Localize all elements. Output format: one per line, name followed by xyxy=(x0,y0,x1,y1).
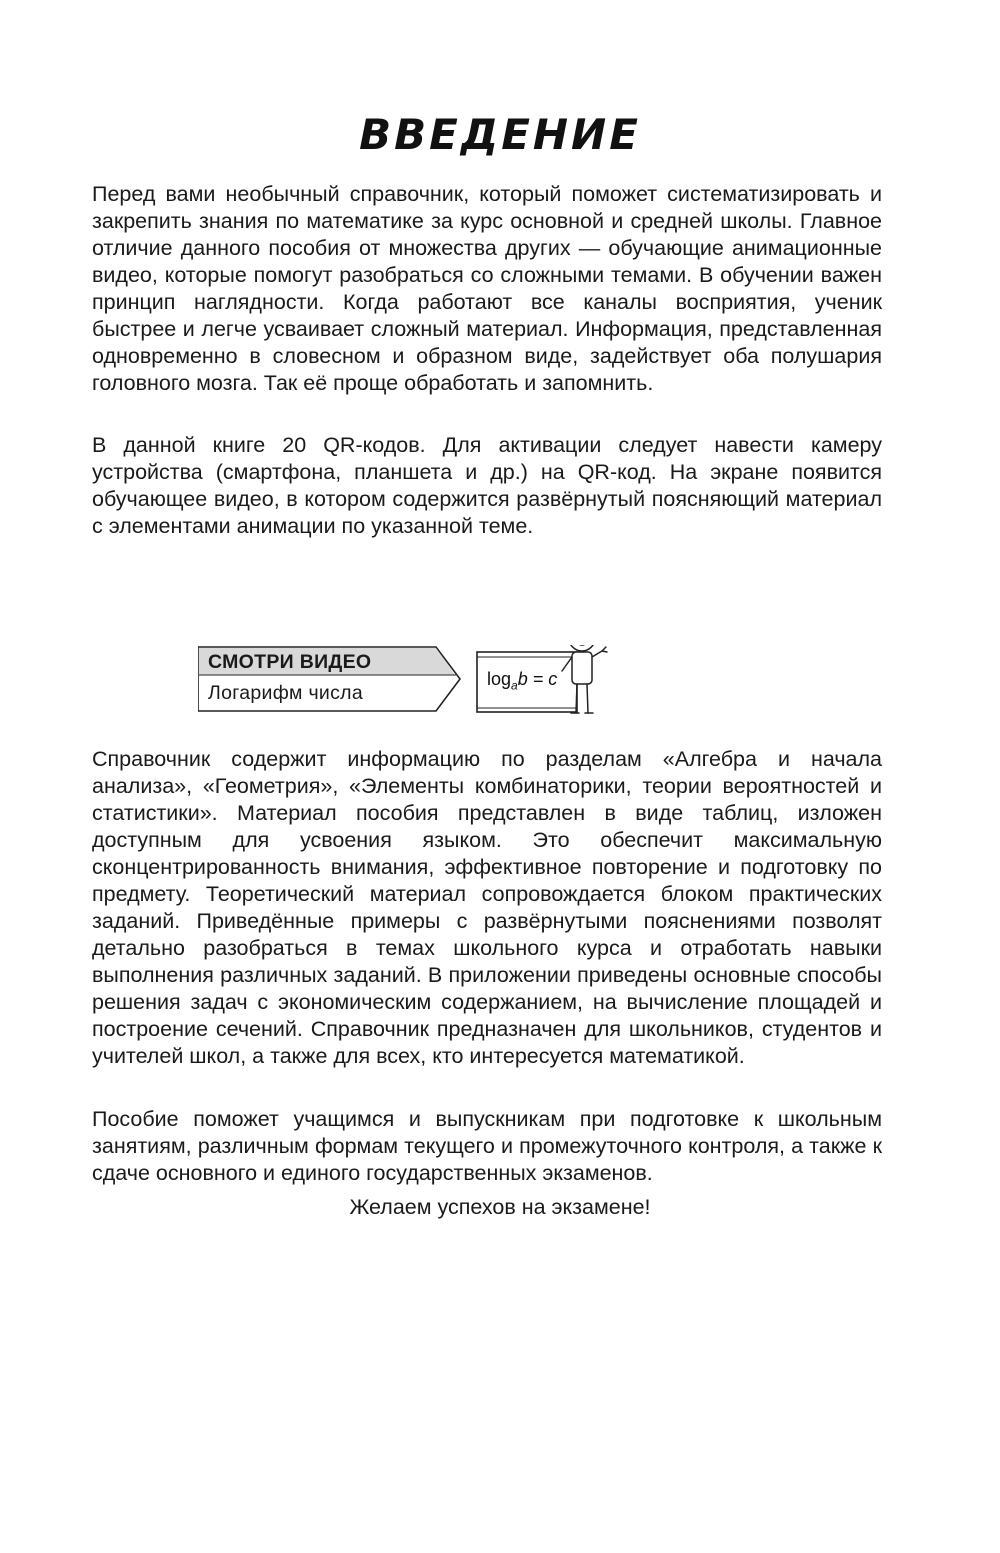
page-title: ВВЕДЕНИЕ xyxy=(359,110,641,159)
watch-video-callout xyxy=(198,645,618,717)
paragraph-intro: Перед вами необычный справочник, который поможет систематизировать и закрепить знания по математике за курс основной и средней школы. Главное отличие данного пособия от множества других — обучающие анимационные видео, которые помогут разобраться со сложными темами. В обучении важен принцип наглядности. Когда работают все каналы восприятия, ученик быстрее и легче усваивает сложный материал. Информация, представленная одновременно в словесном и образном виде, задействует оба полушария головного мозга. Так её проще обработать и запомнить. xyxy=(92,182,882,395)
paragraph-purpose: Пособие поможет учащимся и выпускникам при подготовке к школьным занятиям, различным формам текущего и промежуточного контроля, а также к сдаче основного и единого государственных экзаменов. xyxy=(92,1107,882,1185)
closing-wish: Желаем успехов на экзамене! xyxy=(349,1195,651,1219)
video-topic: Логарифм числа xyxy=(208,682,364,704)
watch-video-heading: СМОТРИ ВИДЕО xyxy=(208,651,372,673)
board-formula: $\log_ab = c$ xyxy=(487,669,558,693)
paragraph-qr-codes: В данной книге 20 QR-кодов. Для активации следует навести камеру устройства (смартфона, планшета и др.) на QR-код. На экране появится обучающее видео, в котором содержится развёрнутый поясняющий материал с элементами анимации по указанной теме. xyxy=(92,433,882,538)
paragraph-contents: Справочник содержит информацию по разделам «Алгебра и начала анализа», «Геометрия», «Элементы комбинаторики, теории вероятностей и статистики». Материал пособия представлен в виде таблиц, изложен доступным для усвоения языком. Это обеспечит максимальную сконцентрированность внимания, эффективное повторение и подготовку по предмету. Теоретический материал сопровождается блоком практических заданий. Приведённые примеры с развёрнутыми пояснениями позволят детально разобраться в темах школьного курса и отработать навыки выполнения различных заданий. В приложении приведены основные способы решения задач с экономическим содержанием, на вычисление площадей и построение сечений. Справочник предназначен для школьников, студентов и учителей школ, а также для всех, кто интересуется математикой. xyxy=(92,747,882,1068)
